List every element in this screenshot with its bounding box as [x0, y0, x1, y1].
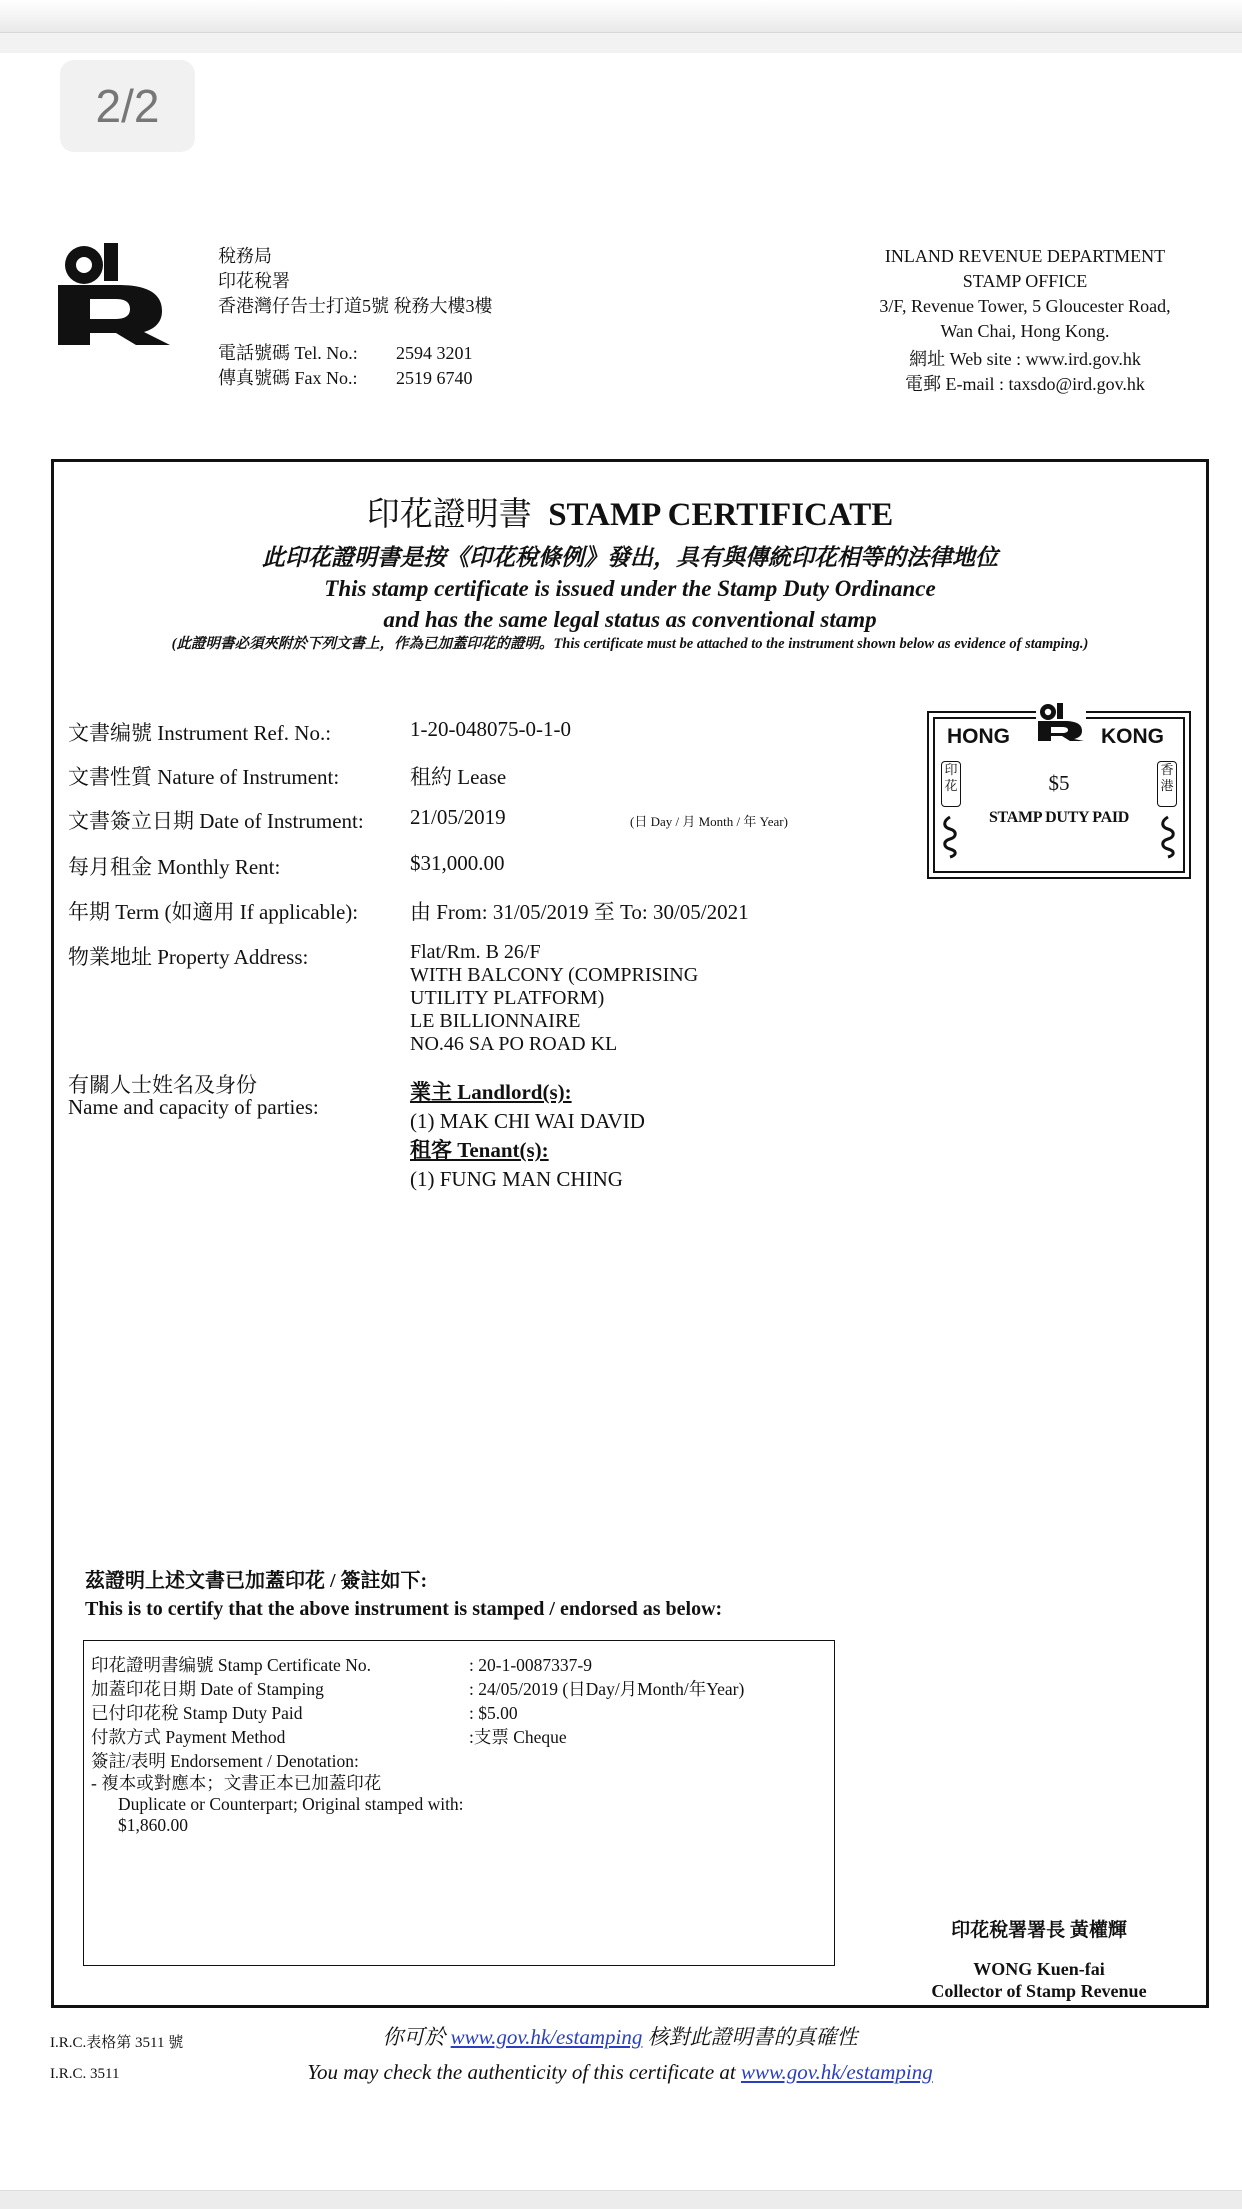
date-value: 21/05/2019 — [410, 805, 506, 829]
stamping-date-label: 加蓋印花日期 Date of Stamping — [91, 1679, 324, 1699]
term-value: 由 From: 31/05/2019 至 To: 30/05/2021 — [410, 900, 749, 924]
viewer-bottom-bar — [0, 2190, 1242, 2209]
certificate-subtitle — [54, 542, 1206, 635]
office-name-en: STAMP OFFICE — [962, 271, 1088, 291]
stamp-cert-no-label: 印花證明書编號 Stamp Certificate No. — [91, 1655, 371, 1675]
stamp-amount: $5 — [1048, 771, 1070, 795]
stamp-duty-paid-stamp — [927, 711, 1191, 879]
duty-paid-row — [91, 1701, 744, 1725]
authenticity-zh-post: 核對此證明書的真確性 — [647, 2025, 858, 2049]
stamping-date-value: : 24/05/2019 (日Day/月Month/年Year) — [469, 1679, 745, 1699]
endorsement-line-3: $1,860.00 — [118, 1815, 188, 1835]
header-right — [840, 244, 1210, 397]
nature-value: 租約 Lease — [410, 765, 507, 789]
address-line: NO.46 SA PO ROAD KL — [410, 1033, 618, 1055]
address-line: Flat/Rm. B 26/F — [410, 941, 541, 963]
stamp-kong: KONG — [1101, 725, 1164, 748]
term-label: 年期 Term (如適用 If applicable): — [68, 900, 359, 924]
fax-label: 傳真號碼 Fax No.: — [218, 368, 358, 388]
attachment-note: (此證明書必須夾附於下列文書上，作為已加蓋印花的證明。This certificate must be attached to the instrument shown below as evidence of stamping.) — [171, 636, 1089, 652]
email: 電郵 E-mail : taxsdo@ird.gov.hk — [905, 374, 1145, 394]
tenant-name: (1) FUNG MAN CHING — [410, 1167, 623, 1191]
address-line: WITH BALCONY (COMPRISING — [410, 964, 699, 986]
tel-value: 2594 3201 — [396, 343, 473, 363]
stamp-certificate — [51, 459, 1209, 2008]
ref-label: 文書编號 Instrument Ref. No.: — [68, 721, 332, 745]
address-en-1: 3/F, Revenue Tower, 5 Gloucester Road, — [879, 296, 1171, 316]
address-line: LE BILLIONNAIRE — [410, 1010, 581, 1032]
website: 網址 Web site : www.ird.gov.hk — [909, 349, 1141, 369]
endorsement-line-1: - 複本或對應本；文書正本已加蓋印花 — [91, 1773, 382, 1793]
nature-label: 文書性質 Nature of Instrument: — [68, 765, 340, 789]
landlord-role: 業主 Landlord(s): — [410, 1080, 572, 1104]
viewer-top-shadow — [0, 33, 1242, 53]
collector-signature — [884, 1920, 1194, 2002]
collector-title-en: Collector of Stamp Revenue — [931, 1981, 1147, 2001]
endorsement-label: 簽註/表明 Endorsement / Denotation: — [91, 1751, 359, 1771]
landlord-name: (1) MAK CHI WAI DAVID — [410, 1109, 645, 1133]
fax-value: 2519 6740 — [396, 368, 473, 388]
stamp-ird-logo-icon — [1036, 703, 1086, 741]
parties-label — [68, 1074, 319, 1118]
address-zh: 香港灣仔告士打道5號 稅務大樓3樓 — [218, 296, 493, 316]
tel-row — [218, 341, 493, 366]
form-number-en: I.R.C. 3511 — [50, 2066, 120, 2082]
authenticity-zh — [180, 2020, 1060, 2055]
property-address — [410, 941, 698, 1056]
form-number-zh: I.R.C.表格第 3511 號 — [50, 2035, 184, 2051]
payment-method-row — [91, 1725, 744, 1749]
parties-label-en: Name and capacity of parties: — [68, 1095, 319, 1119]
parties-label-zh: 有關人士姓名及身份 — [68, 1073, 257, 1097]
endorsement-line-2: Duplicate or Counterpart; Original stamped with: — [118, 1794, 464, 1814]
fax-row — [218, 366, 493, 391]
certificate-title-zh: 印花證明書 — [366, 497, 532, 533]
subtitle-en-2: and has the same legal status as conventional stamp — [383, 607, 877, 632]
rent-label: 每月租金 Monthly Rent: — [68, 855, 281, 879]
rent-value: $31,000.00 — [410, 851, 505, 875]
collector-title-zh: 印花稅署署長 黃權輝 — [951, 1920, 1127, 1941]
certificate-title — [54, 488, 1206, 535]
certify-statement — [85, 1567, 722, 1623]
duty-paid-label: 已付印花稅 Stamp Duty Paid — [91, 1703, 303, 1723]
estamping-link[interactable]: www.gov.hk/estamping — [450, 2025, 643, 2049]
ird-logo-icon — [58, 243, 170, 345]
estamping-link[interactable]: www.gov.hk/estamping — [740, 2060, 933, 2084]
payment-method-label: 付款方式 Payment Method — [91, 1727, 286, 1747]
stamp-hong: HONG — [947, 725, 1010, 748]
certify-zh: 茲證明上述文書已加蓋印花 / 簽註如下: — [85, 1570, 428, 1592]
office-name-zh: 印花稅署 — [218, 271, 290, 291]
ref-value: 1-20-048075-0-1-0 — [410, 717, 571, 741]
authenticity-en — [180, 2055, 1060, 2090]
authenticity-zh-pre: 你可於 — [382, 2025, 451, 2049]
parties-list — [410, 1078, 645, 1194]
payment-method-value: :支票 Cheque — [469, 1727, 567, 1747]
tenant-role: 租客 Tenant(s): — [410, 1138, 549, 1162]
stamp-cert-no-row — [91, 1653, 744, 1677]
stamp-chop-left: 印花 — [941, 761, 961, 807]
dept-name-en: INLAND REVENUE DEPARTMENT — [884, 246, 1166, 266]
duty-paid-value: : $5.00 — [469, 1703, 518, 1723]
header-left — [218, 244, 493, 391]
address-label: 物業地址 Property Address: — [68, 945, 309, 969]
page-indicator[interactable]: 2/2 — [60, 60, 195, 152]
stamp-ornament-icon — [941, 815, 959, 859]
stamping-date-row — [91, 1677, 744, 1701]
form-number — [50, 2028, 183, 2090]
subtitle-en-1: This stamp certificate is issued under the Stamp Duty Ordinance — [324, 576, 936, 601]
certify-en: This is to certify that the above instrument is stamped / endorsed as below: — [85, 1598, 723, 1620]
address-line: UTILITY PLATFORM) — [410, 987, 605, 1009]
stamping-details-box — [83, 1640, 835, 1966]
stamp-ornament-icon — [1159, 815, 1177, 859]
date-label: 文書簽立日期 Date of Instrument: — [68, 809, 364, 833]
authenticity-note — [180, 2020, 1060, 2090]
dept-name-zh: 稅務局 — [218, 246, 272, 266]
stamp-chop-right: 香港 — [1157, 761, 1177, 807]
collector-name-en: WONG Kuen-fai — [973, 1959, 1105, 1979]
authenticity-en-pre: You may check the authenticity of this certificate at — [307, 2060, 741, 2084]
address-en-2: Wan Chai, Hong Kong. — [940, 321, 1110, 341]
certificate-title-en: STAMP CERTIFICATE — [548, 497, 894, 533]
stamp-paid-text: STAMP DUTY PAID — [988, 809, 1130, 826]
date-format-hint: (日 Day / 月 Month / 年 Year) — [630, 814, 788, 829]
stamping-details — [91, 1653, 744, 1836]
tel-label: 電話號碼 Tel. No.: — [218, 343, 358, 363]
viewer-top-bar — [0, 0, 1242, 33]
stamp-cert-no-value: : 20-1-0087337-9 — [469, 1655, 592, 1675]
subtitle-zh: 此印花證明書是按《印花稅條例》發出，具有與傳統印花相等的法律地位 — [262, 545, 998, 570]
